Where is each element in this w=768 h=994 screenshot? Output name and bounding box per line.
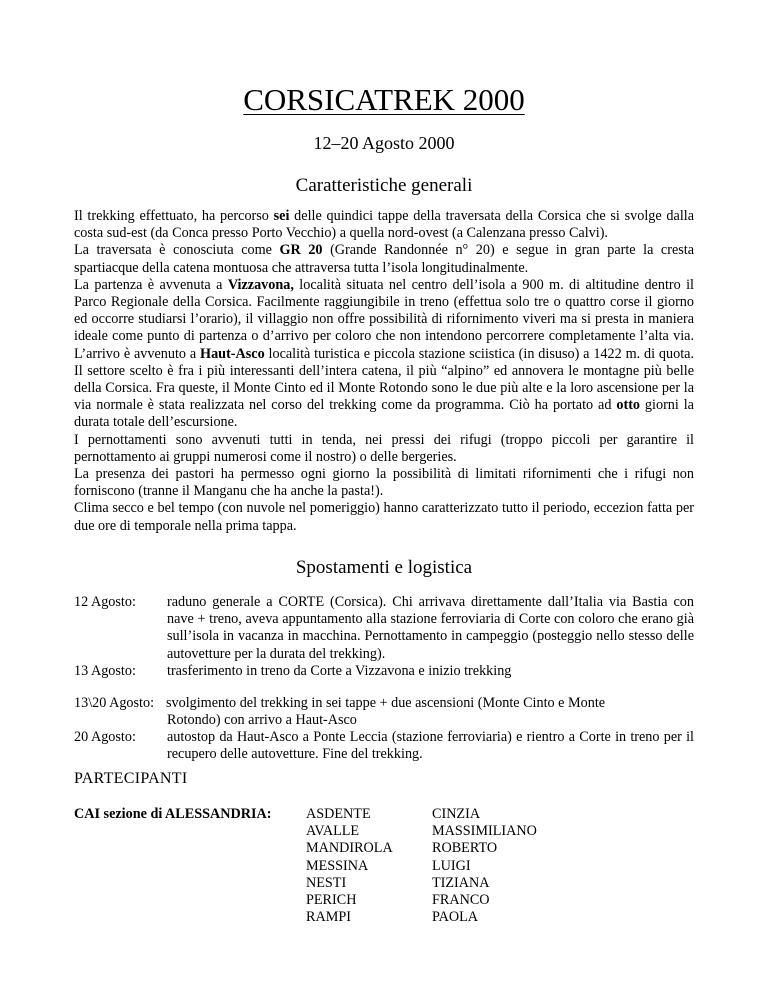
paragraph: La presenza dei pastori ha permesso ogni giorno la possibilità di limitati rifornimenti che i rifugi non forniscono (tranne il Manganu che ha anche la pasta!). <box>74 466 694 500</box>
participant-surname: RAMPI <box>306 909 351 926</box>
participants-heading: PARTECIPANTI <box>74 770 188 787</box>
document-title: CORSICATREK 2000 <box>243 82 525 117</box>
entry-date: 20 Agosto: <box>74 729 136 745</box>
document-subtitle: 12–20 Agosto 2000 <box>313 133 455 153</box>
paragraph: La partenza è avvenuta a Vizzavona, località situata nel centro dell’isola a 900 m. di altitudine dentro il Parco Regionale della Corsica. Facilmente raggiungibile in treno (effettua solo tre o quattro corse il giorno ed occorre studiarsi l’orario), il villaggio non offre possibilità di rifornimento viveri ma si presta in maniera ideale come punto di partenza o d’arrivo per coloro che non intendono percorrere completamente l’alta via. L’arrivo è avvenuto a Haut-Asco località turistica e piccola stazione sciistica (in disuso) a 1422 m. di quota. Il settore scelto è fra i più interessanti dell’intera catena, il più “alpino” ed annovera le montagne più belle della Corsica. Fra queste, il Monte Cinto ed il Monte Rotondo sono le due più alte e la loro ascensione per la via normale è stata realizzata nel corso del trekking come da programma. Ciò ha portato ad otto giorni la durata totale dell’escursione. <box>74 276 694 431</box>
participant-name: MASSIMILIANO <box>432 823 537 840</box>
paragraph: La traversata è conosciuta come GR 20 (Grande Randonnée n° 20) e segue in gran parte la cresta spartiacque della catena montuosa che attraversa tutta l’isola longitudinalmente. <box>74 242 695 276</box>
entry-date: 13 Agosto: <box>74 663 136 679</box>
surnames-column <box>306 806 393 926</box>
participant-surname: PERICH <box>306 892 357 909</box>
participant-surname: MESSINA <box>306 857 369 874</box>
entry-date: 13\20 Agosto: <box>74 695 155 711</box>
paragraph: I pernottamenti sono avvenuti tutti in tenda, nei pressi dei rifugi (troppo piccoli per garantire il pernottamento ai gruppi numerosi come il nostro) o delle bergeries. <box>74 431 694 465</box>
participant-surname: AVALLE <box>306 823 360 840</box>
entry-text-continuation: Rotondo) con arrivo a Haut-Asco <box>167 712 357 728</box>
participant-name: PAOLA <box>432 909 478 926</box>
participant-name: ROBERTO <box>432 840 498 857</box>
entry-text: raduno generale a CORTE (Corsica). Chi arrivava direttamente dall’Italia via Bastia con nave + treno, aveva appuntamento alla stazione ferroviaria di Corte con coloro che erano già sull’isola in vacanza in macchina. Pernottamento in campeggio (posteggio nello stesso delle autovetture per la durata del trekking). <box>167 594 694 662</box>
participant-surname: ASDENTE <box>306 806 371 822</box>
entry-text: svolgimento del trekking in sei tappe + due ascensioni (Monte Cinto e Monte <box>166 695 606 711</box>
participant-name: LUIGI <box>432 857 471 874</box>
participant-surname: MANDIROLA <box>306 840 393 857</box>
participant-name: TIZIANA <box>432 874 490 891</box>
entry-text: autostop da Haut-Asco a Ponte Leccia (stazione ferroviaria) e rientro a Corte in treno per il recupero delle autovetture. Fine del trekking. <box>167 729 694 763</box>
participant-surname: NESTI <box>306 874 347 891</box>
section-heading-caratteristiche: Caratteristiche generali <box>295 175 473 196</box>
participant-name: FRANCO <box>432 892 490 909</box>
entry-text: trasferimento in treno da Corte a Vizzavona e inizio trekking <box>167 663 512 679</box>
section-heading-spostamenti: Spostamenti e logistica <box>295 557 473 578</box>
names-column <box>432 806 537 926</box>
section-body-caratteristiche <box>74 208 694 535</box>
participant-name: CINZIA <box>432 806 481 822</box>
entry-date: 12 Agosto: <box>74 594 136 610</box>
paragraph: Clima secco e bel tempo (con nuvole nel pomeriggio) hanno caratterizzato tutto il periodo, eccezion fatta per due ore di temporale nella prima tappa. <box>74 500 694 534</box>
participants-group-label: CAI sezione di ALESSANDRIA: <box>74 806 272 822</box>
paragraph: Il trekking effettuato, ha percorso sei delle quindici tappe della traversata della Corsica che si svolge dalla costa sud-est (da Conca presso Porto Vecchio) a quella nord-ovest (a Calenzana presso Calvi). <box>74 208 694 242</box>
